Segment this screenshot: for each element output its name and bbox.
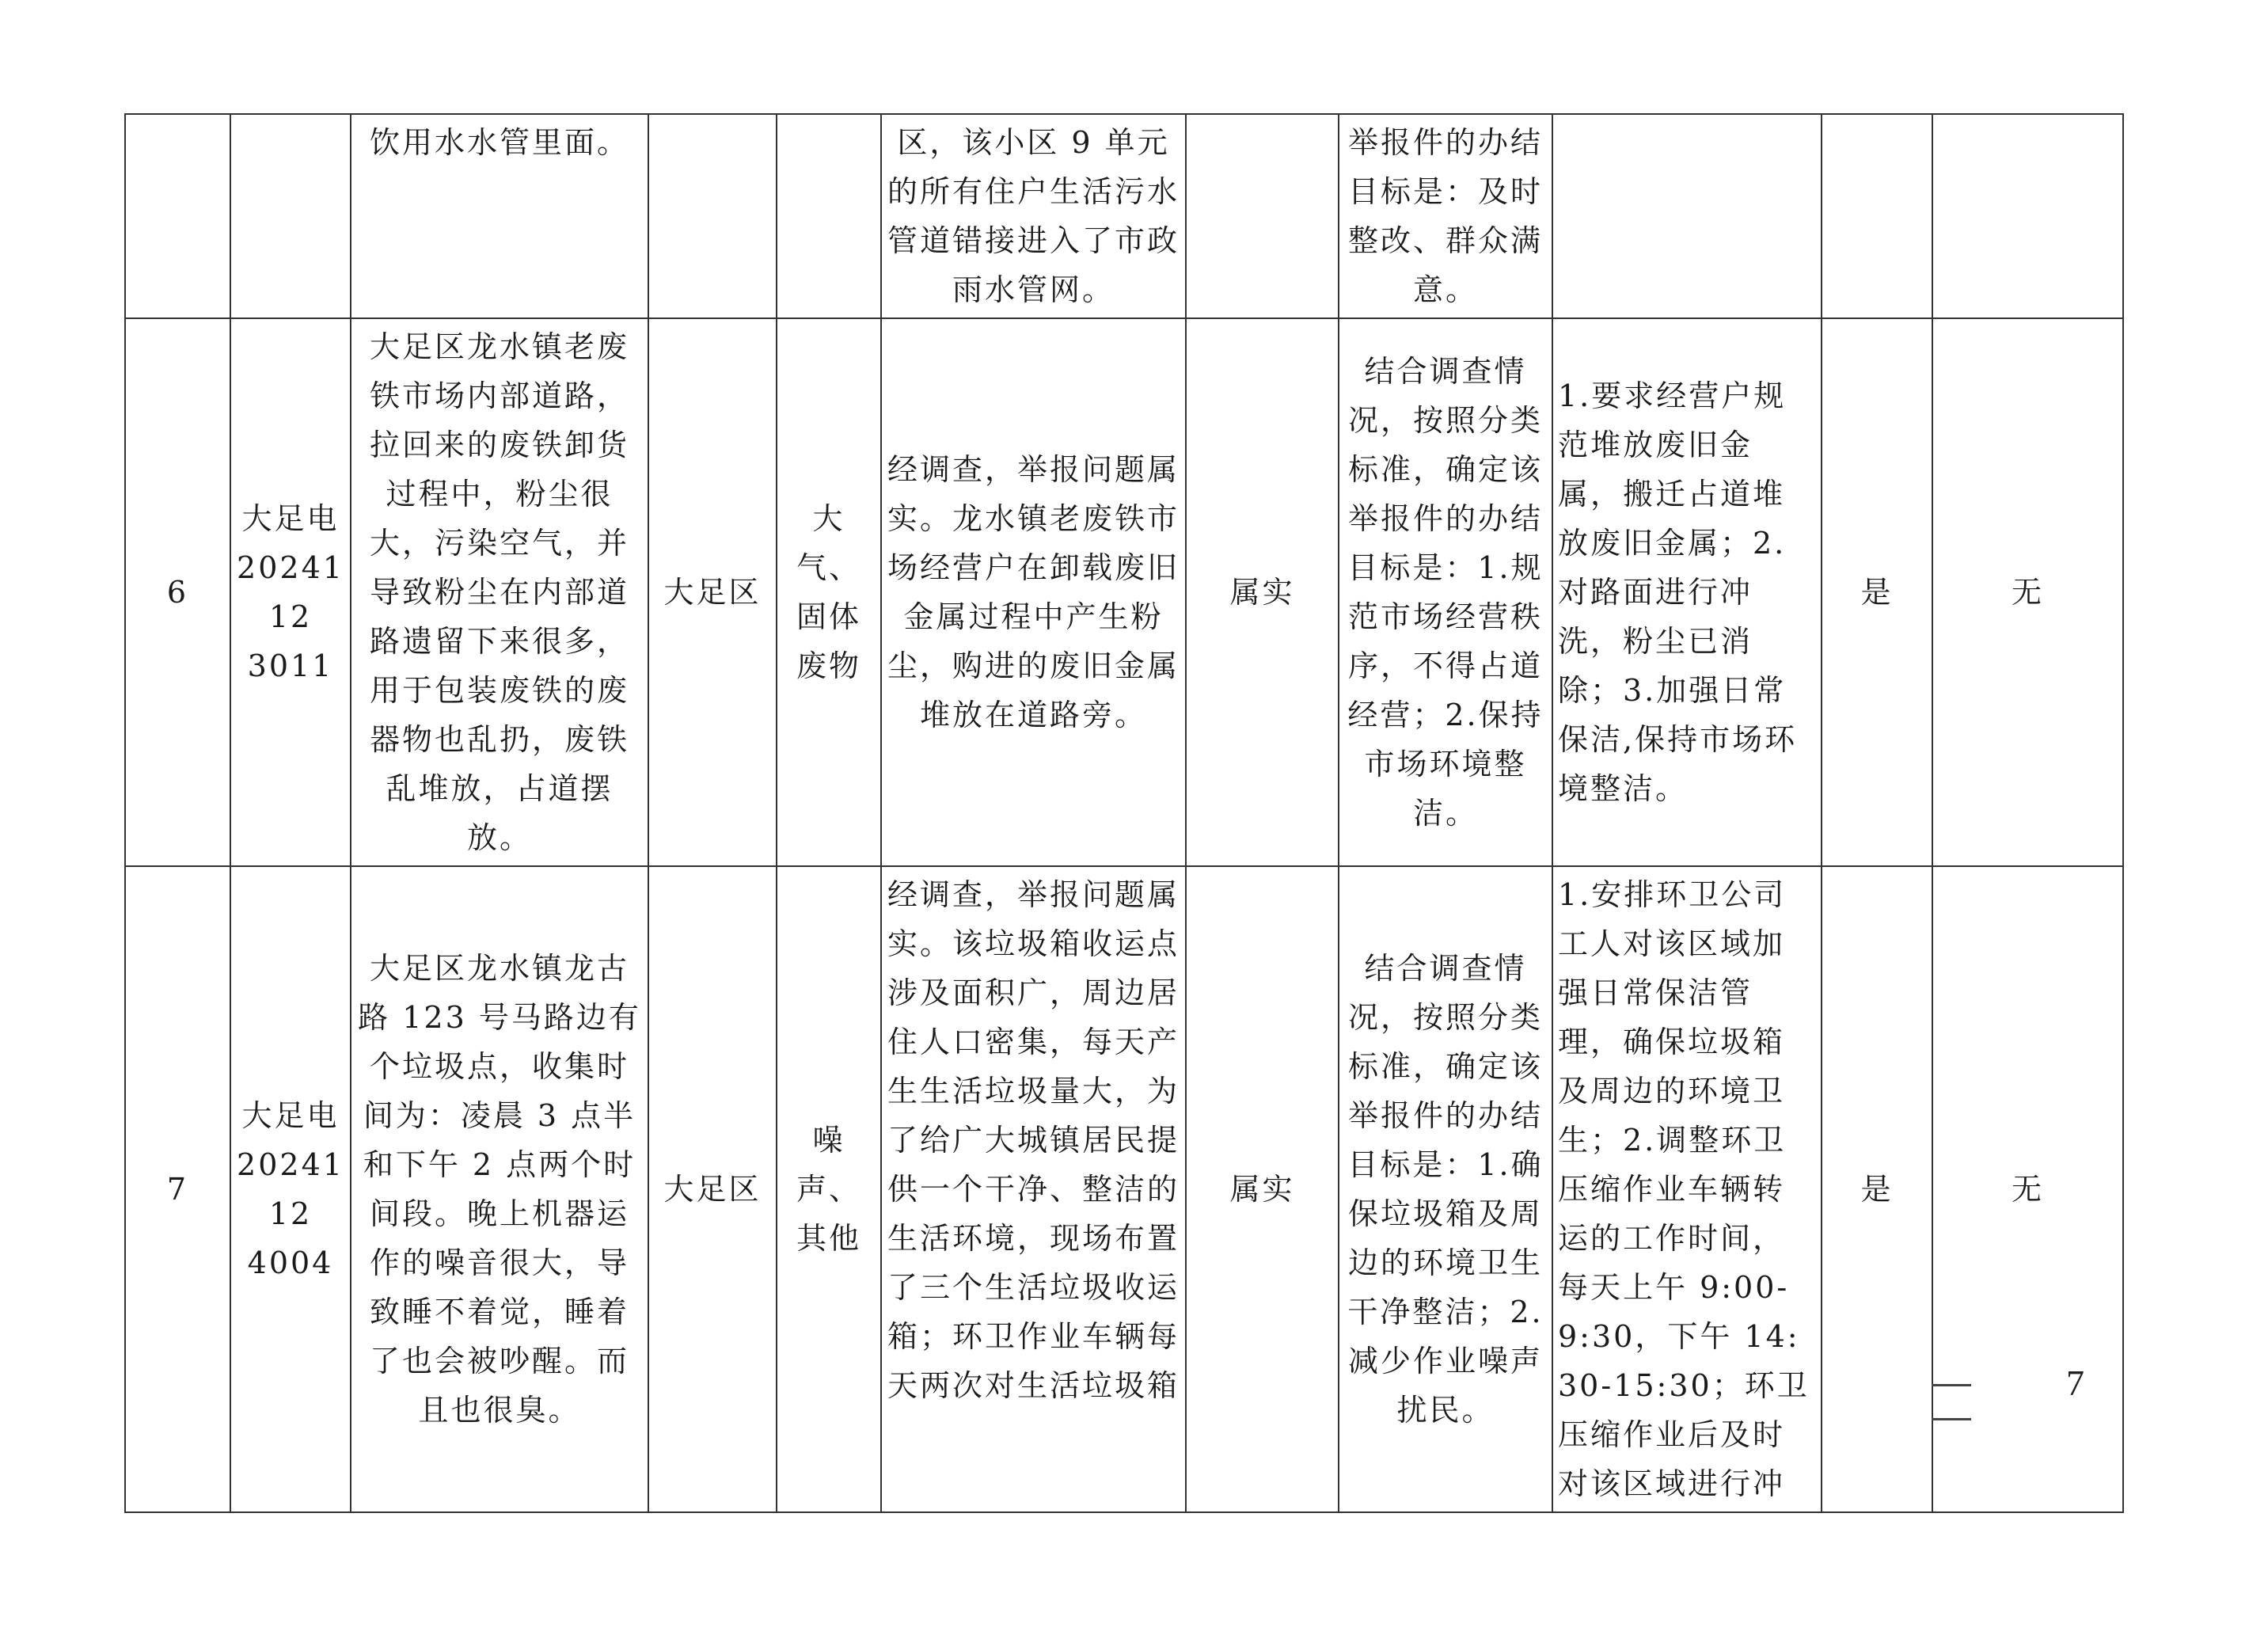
investigation-cell: 区，该小区 9 单元的所有住户生活污水管道错接进入了市政雨水管网。 <box>881 114 1186 318</box>
table-row <box>125 114 2123 318</box>
resolved-cell: 是 <box>1822 318 1932 866</box>
row-number-cell: 6 <box>125 318 230 866</box>
report-sheet <box>124 113 2122 1501</box>
dash-top <box>1932 1384 1971 1386</box>
verdict-cell: 属实 <box>1186 318 1339 866</box>
complaint-code-cell: 大足电 2024112 4004 <box>230 866 351 1512</box>
pollution-category-cell: 大气、固体废物 <box>777 318 881 866</box>
accountability-cell: 无 <box>1932 318 2123 866</box>
table-row <box>125 318 2123 866</box>
complaint-content-cell: 大足区龙水镇老废铁市场内部道路，拉回来的废铁卸货过程中，粉尘很大，污染空气，并导致粉尘在内部道路遗留下来很多，用于包装废铁的废器物也乱扔，废铁乱堆放，占道摆放。 <box>351 318 648 866</box>
row-number-cell: 7 <box>125 866 230 1512</box>
district-cell: 大足区 <box>648 866 777 1512</box>
resolved-cell: 是 <box>1822 866 1932 1512</box>
page-number-dashes <box>1932 1384 1971 1452</box>
handling-goal-cell: 举报件的办结目标是：及时整改、群众满意。 <box>1339 114 1552 318</box>
accountability-cell <box>1932 114 2123 318</box>
dash-bottom <box>1932 1418 1971 1420</box>
complaint-code-cell: 大足电 2024112 3011 <box>230 318 351 866</box>
verdict-cell <box>1186 114 1339 318</box>
row-number-cell <box>125 114 230 318</box>
investigation-cell: 经调查，举报问题属实。龙水镇老废铁市场经营户在卸载废旧金属过程中产生粉尘，购进的废旧金属堆放在道路旁。 <box>881 318 1186 866</box>
complaint-content-cell: 大足区龙水镇龙古路 123 号马路边有个垃圾点，收集时间为：凌晨 3 点半和下午 2 点两个时间段。晚上机器运作的噪音很大，导致睡不着觉，睡着了也会被吵醒。而且也很臭。 <box>351 866 648 1512</box>
pollution-category-cell: 噪声、其他 <box>777 866 881 1512</box>
table-row <box>125 866 2123 1512</box>
complaint-content-cell: 饮用水水管里面。 <box>351 114 648 318</box>
complaint-code-cell <box>230 114 351 318</box>
measures-cell <box>1552 114 1822 318</box>
handling-goal-cell: 结合调查情况，按照分类标准，确定该举报件的办结目标是：1.规范市场经营秩序，不得占道经营；2.保持市场环境整洁。 <box>1339 318 1552 866</box>
measures-cell: 1.要求经营户规范堆放废旧金属，搬迁占道堆放废旧金属；2.对路面进行冲洗，粉尘已消除；3.加强日常保洁,保持市场环境整洁。 <box>1552 318 1822 866</box>
resolved-cell <box>1822 114 1932 318</box>
measures-cell: 1.安排环卫公司工人对该区域加强日常保洁管理，确保垃圾箱及周边的环境卫生；2.调整环卫压缩作业车辆转运的工作时间，每天上午 9:00-9:30，下午 14:30-15:30；环卫压缩作业后及时对该区域进行冲 <box>1552 866 1822 1512</box>
handling-goal-cell: 结合调查情况，按照分类标准，确定该举报件的办结目标是：1.确保垃圾箱及周边的环境卫生干净整洁；2.减少作业噪声扰民。 <box>1339 866 1552 1512</box>
pollution-category-cell <box>777 114 881 318</box>
complaint-table <box>124 113 2124 1513</box>
page-number: 7 <box>2066 1363 2084 1403</box>
verdict-cell: 属实 <box>1186 866 1339 1512</box>
district-cell <box>648 114 777 318</box>
district-cell: 大足区 <box>648 318 777 866</box>
accountability-cell: 无 <box>1932 866 2123 1512</box>
investigation-cell: 经调查，举报问题属实。该垃圾箱收运点涉及面积广，周边居住人口密集，每天产生生活垃圾量大，为了给广大城镇居民提供一个干净、整洁的生活环境，现场布置了三个生活垃圾收运箱；环卫作业车辆每天两次对生活垃圾箱 <box>881 866 1186 1512</box>
